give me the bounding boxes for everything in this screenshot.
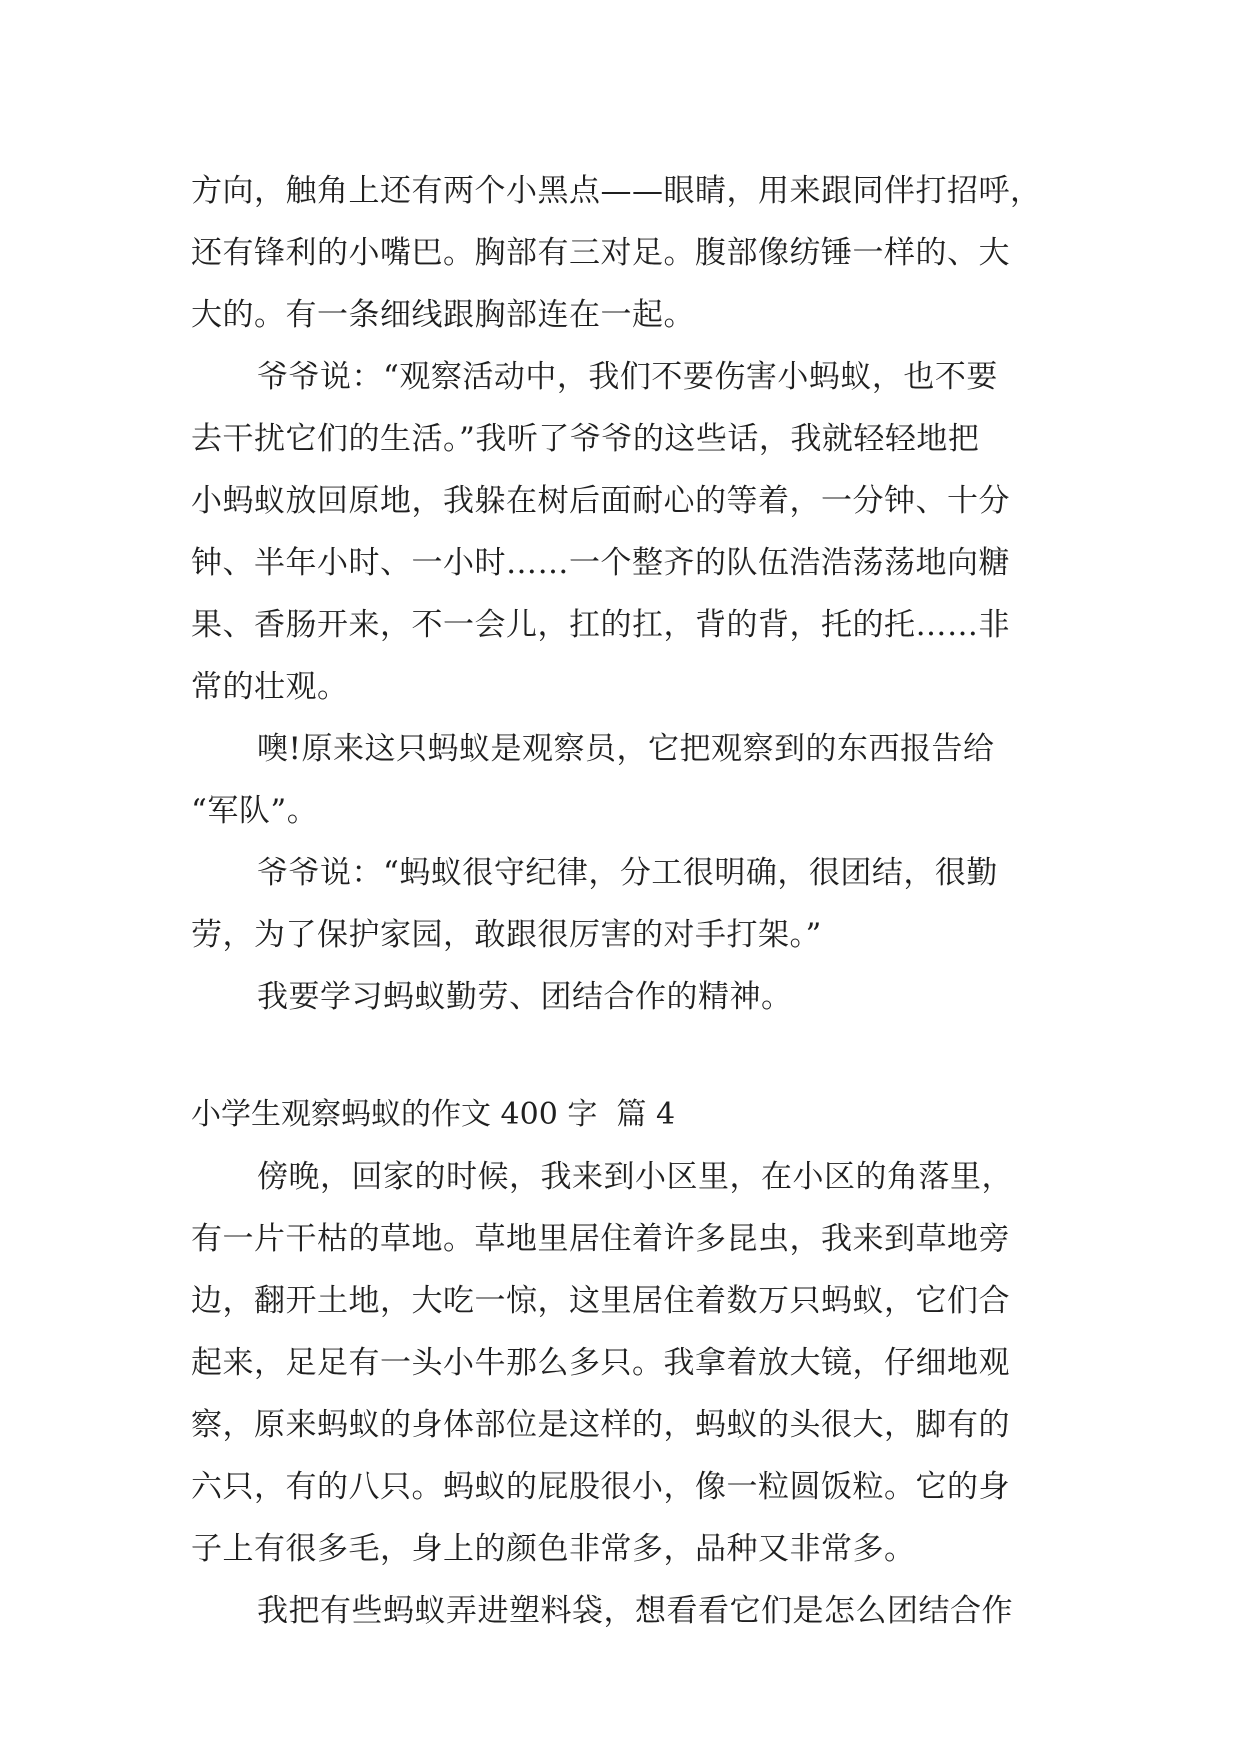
paragraph-line: 我把有些蚂蚁弄进塑料袋，想看看它们是怎么团结合作: [257, 1593, 1013, 1629]
paragraph-line: 果、香肠开来，不一会儿，扛的扛，背的背，托的托……非: [191, 607, 1010, 643]
paragraph-line: 爷爷说：“观察活动中，我们不要伤害小蚂蚁，也不要: [257, 359, 998, 395]
paragraph-line: 子上有很多毛，身上的颜色非常多，品种又非常多。: [191, 1531, 916, 1567]
paragraph-line: 边，翻开土地，大吃一惊，这里居住着数万只蚂蚁，它们合: [191, 1283, 1010, 1319]
paragraph-line: 起来，足足有一头小牛那么多只。我拿着放大镜，仔细地观: [191, 1345, 1010, 1381]
paragraph-line: 我要学习蚂蚁勤劳、团结合作的精神。: [257, 979, 793, 1015]
paragraph-line: 劳，为了保护家园，敢跟很厉害的对手打架。”: [191, 917, 822, 953]
paragraph-line: 察，原来蚂蚁的身体部位是这样的，蚂蚁的头很大，脚有的: [191, 1407, 1010, 1443]
paragraph-line: 噢!原来这只蚂蚁是观察员，它把观察到的东西报告给: [257, 731, 995, 767]
paragraph-line: 常的壮观。: [191, 669, 349, 705]
paragraph-line: 去干扰它们的生活。”我听了爷爷的这些话，我就轻轻地把: [191, 421, 980, 457]
paragraph-line: 傍晚，回家的时候，我来到小区里，在小区的角落里，: [257, 1159, 1013, 1195]
paragraph-line: 还有锋利的小嘴巴。胸部有三对足。腹部像纺锤一样的、大: [191, 235, 1010, 271]
paragraph-line: 小蚂蚁放回原地，我躲在树后面耐心的等着，一分钟、十分: [191, 483, 1010, 519]
paragraph-line: “军队”。: [191, 793, 319, 829]
paragraph-line: 六只，有的八只。蚂蚁的屁股很小，像一粒圆饭粒。它的身: [191, 1469, 1010, 1505]
paragraph-line: 大的。有一条细线跟胸部连在一起。: [191, 297, 695, 333]
paragraph-line: 有一片干枯的草地。草地里居住着许多昆虫，我来到草地旁: [191, 1221, 1010, 1257]
paragraph-line: 爷爷说：“蚂蚁很守纪律，分工很明确，很团结，很勤: [257, 855, 998, 891]
section-heading: 小学生观察蚂蚁的作文 400 字 篇 4: [191, 1097, 676, 1132]
paragraph-line: 方向，触角上还有两个小黑点——眼睛，用来跟同伴打招呼，: [191, 173, 1042, 209]
paragraph-line: 钟、半年小时、一小时……一个整齐的队伍浩浩荡荡地向糖: [191, 545, 1010, 581]
